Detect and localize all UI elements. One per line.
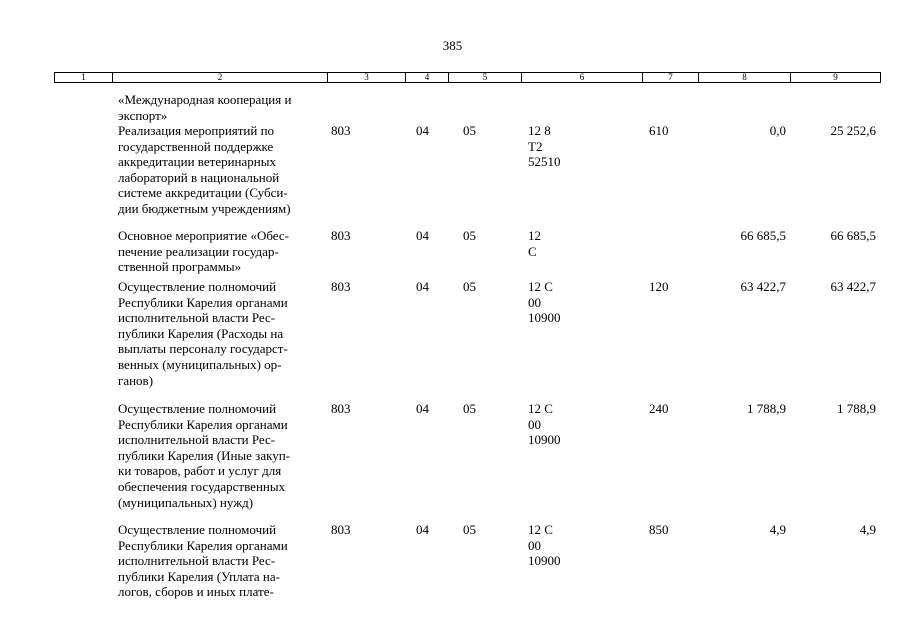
- row-amount-2: 25 252,6: [830, 123, 876, 138]
- row-subsection-code: 05: [463, 279, 476, 294]
- row-target-code: 12 С: [528, 228, 541, 259]
- row-subsection-code: 05: [463, 522, 476, 537]
- row-section-code: 04: [416, 279, 429, 294]
- row-target-code: 12 8 Т2 52510: [528, 123, 561, 170]
- row-ministry-code: 803: [331, 123, 351, 138]
- header-col-4: 4: [405, 73, 448, 82]
- row-amount-2: 63 422,7: [830, 279, 876, 294]
- row-expense-type: 610: [649, 123, 669, 138]
- header-col-5: 5: [448, 73, 521, 82]
- row-amount-1: 66 685,5: [740, 228, 786, 243]
- row-target-code: 12 С 00 10900: [528, 522, 561, 569]
- row-name: Осуществление полномочий Республики Карелия органами исполнительной власти Рес- публики Карелия (Иные закуп- ки товаров, работ и услуг для обеспечения государственных (муниципальных) нужд): [118, 401, 291, 510]
- page-number: 385: [442, 38, 463, 53]
- header-col-8: 8: [698, 73, 790, 82]
- row-name: «Международная кооперация и экспорт»: [118, 92, 292, 123]
- row-amount-2: 4,9: [859, 522, 876, 537]
- header-col-9: 9: [790, 73, 880, 82]
- row-section-code: 04: [416, 123, 429, 138]
- header-col-2: 2: [112, 73, 327, 82]
- row-target-code: 12 С 00 10900: [528, 279, 561, 326]
- row-section-code: 04: [416, 401, 429, 416]
- row-subsection-code: 05: [463, 401, 476, 416]
- row-section-code: 04: [416, 522, 429, 537]
- row-section-code: 04: [416, 228, 429, 243]
- row-ministry-code: 803: [331, 228, 351, 243]
- row-ministry-code: 803: [331, 401, 351, 416]
- row-amount-2: 1 788,9: [837, 401, 876, 416]
- row-amount-1: 1 788,9: [747, 401, 786, 416]
- row-amount-1: 63 422,7: [740, 279, 786, 294]
- header-col-3: 3: [327, 73, 405, 82]
- table-header-row: [54, 72, 881, 83]
- row-subsection-code: 05: [463, 228, 476, 243]
- row-name: Осуществление полномочий Республики Карелия органами исполнительной власти Рес- публики Карелия (Уплата на- логов, сборов и иных плате-: [118, 522, 288, 600]
- row-ministry-code: 803: [331, 522, 351, 537]
- header-col-7: 7: [642, 73, 698, 82]
- header-col-1: 1: [81, 72, 86, 82]
- row-expense-type: 120: [649, 279, 669, 294]
- row-target-code: 12 С 00 10900: [528, 401, 561, 448]
- row-amount-1: 4,9: [769, 522, 786, 537]
- row-name: Основное мероприятие «Обес- печение реализации государ- ственной программы»: [118, 228, 289, 275]
- row-amount-1: 0,0: [769, 123, 786, 138]
- row-amount-2: 66 685,5: [830, 228, 876, 243]
- row-name: Реализация мероприятий по государственной поддержке аккредитации ветеринарных лабораторий в национальной системе аккредитации (Субси- дии бюджетным учреждениям): [118, 123, 291, 216]
- header-col-6: 6: [521, 73, 642, 82]
- row-name: Осуществление полномочий Республики Карелия органами исполнительной власти Рес- публики Карелия (Расходы на выплаты персоналу государст- венных (муниципальных) ор- ганов): [118, 279, 288, 388]
- row-expense-type: 850: [649, 522, 669, 537]
- row-subsection-code: 05: [463, 123, 476, 138]
- row-ministry-code: 803: [331, 279, 351, 294]
- row-expense-type: 240: [649, 401, 669, 416]
